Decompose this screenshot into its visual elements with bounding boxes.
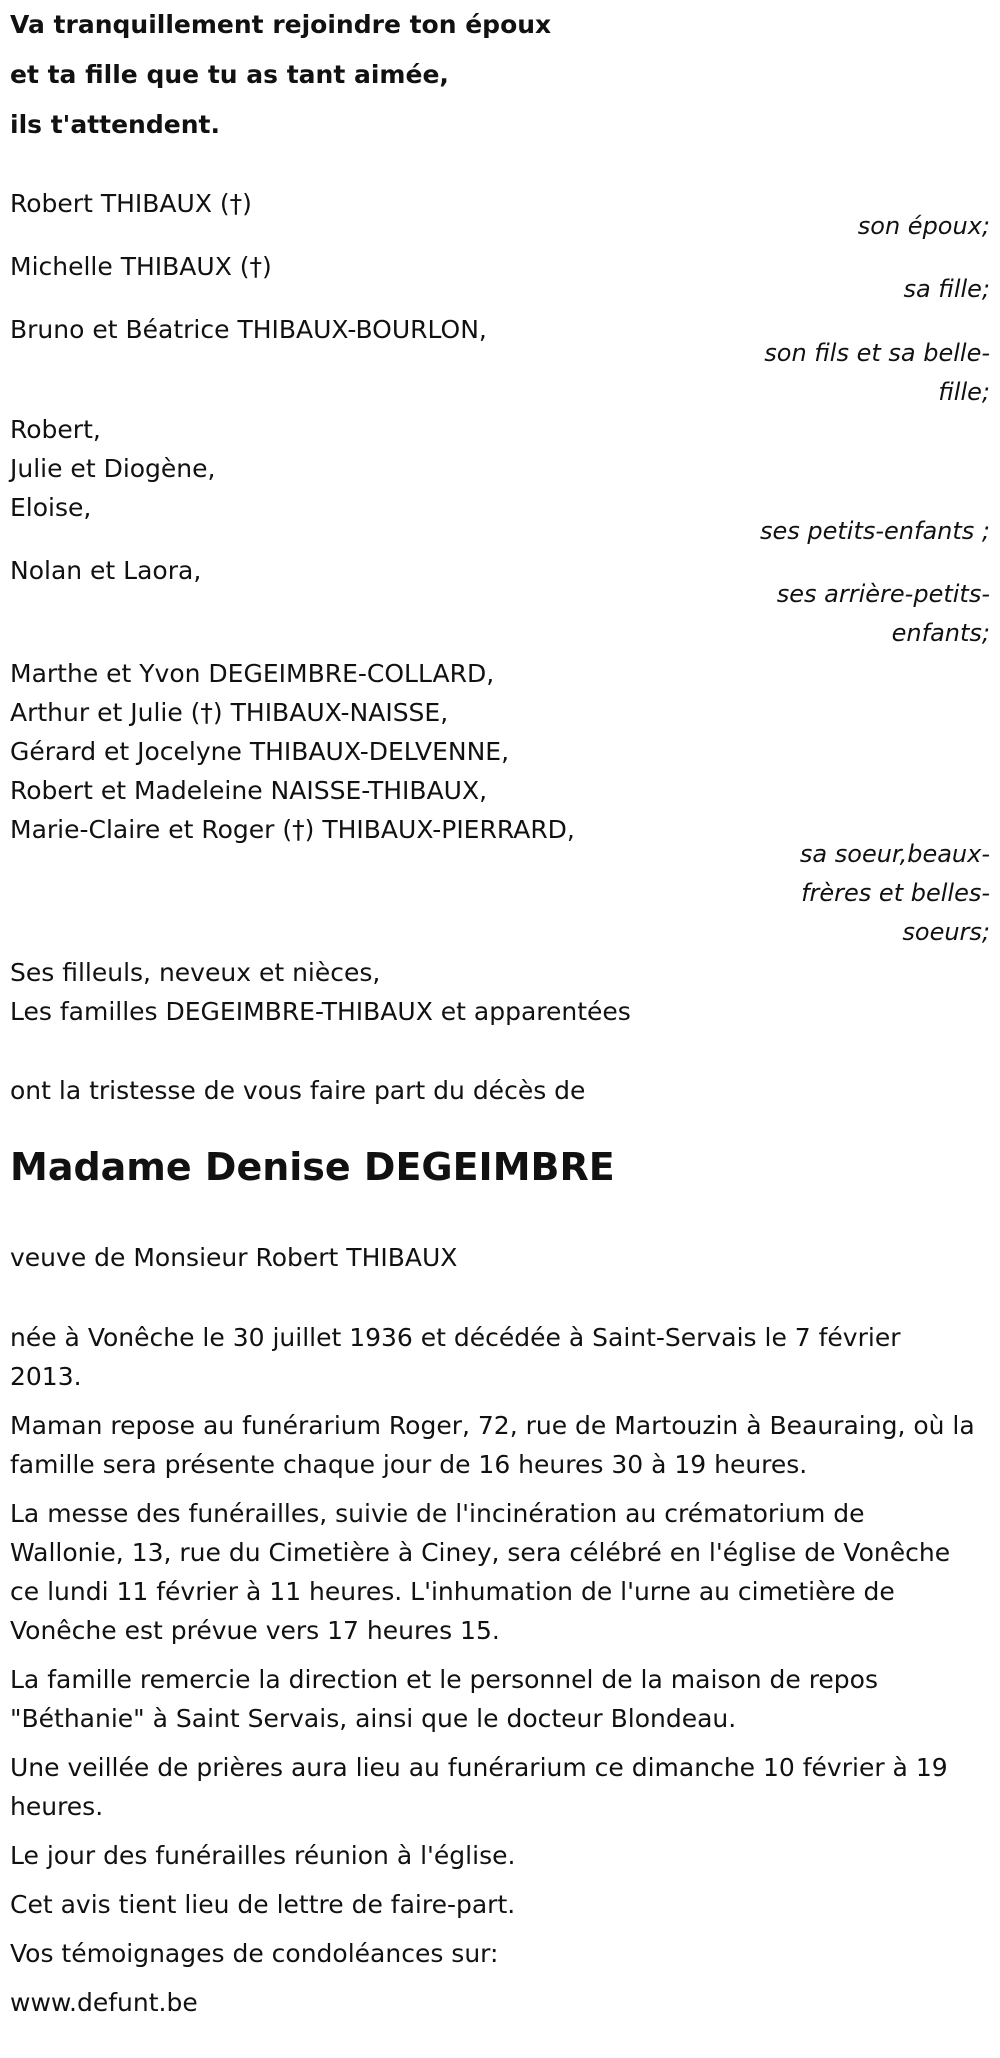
husband-relation: son époux; [857, 212, 990, 240]
daughter-name: Michelle THIBAUX (†) [10, 252, 272, 281]
daughter-relation: sa fille; [903, 275, 990, 303]
grandchild-name: Robert, [10, 415, 101, 444]
funerarium-paragraph: Maman repose au funérarium Roger, 72, rue de Martouzin à Beauraing, où la famille sera présente chaque jour de 16 heures 30 à 19 heures. [10, 1411, 975, 1479]
siblings-relation-line-3: soeurs; [902, 918, 990, 946]
grandchild-name: Julie et Diogène, [10, 454, 216, 483]
website-line [10, 1983, 975, 2022]
deceased-name: Madame Denise DEGEIMBRE [10, 1145, 615, 1189]
poem-line-1: Va tranquillement rejoindre ton époux [10, 10, 552, 39]
great-grandchildren-relation-line-2: enfants; [891, 619, 990, 647]
sibling-name: Marie-Claire et Roger (†) THIBAUX-PIERRARD, [10, 815, 575, 844]
sibling-name: Marthe et Yvon DEGEIMBRE-COLLARD, [10, 659, 495, 688]
condolences-paragraph: Vos témoignages de condoléances sur: [10, 1939, 499, 1968]
sibling-name: Gérard et Jocelyne THIBAUX-DELVENNE, [10, 737, 510, 766]
godchildren-nephews-line: Ses filleuls, neveux et nièces, [10, 958, 381, 987]
sibling-name: Robert et Madeleine NAISSE-THIBAUX, [10, 776, 488, 805]
son-relation-line-2: fille; [938, 378, 990, 406]
grandchild-name: Eloise, [10, 493, 92, 522]
meeting-paragraph: Le jour des funérailles réunion à l'église. [10, 1841, 516, 1870]
vigil-paragraph: Une veillée de prières aura lieu au funérarium ce dimanche 10 février à 19 heures. [10, 1753, 948, 1821]
obituary-page [10, 0, 990, 2058]
poem-line-2: et ta fille que tu as tant aimée, [10, 60, 449, 89]
great-grandchildren-relation-line-1: ses arrière-petits- [776, 580, 990, 608]
grandchildren-relation: ses petits-enfants ; [759, 517, 990, 545]
website-link[interactable]: www.defunt.be [10, 1988, 198, 2017]
notice-paragraph: Cet avis tient lieu de lettre de faire-part. [10, 1890, 516, 1919]
mass-paragraph: La messe des funérailles, suivie de l'incinération au crématorium de Wallonie, 13, rue du Cimetière à Ciney, sera célébré en l'église de Vonêche ce lundi 11 février à 11 heures. L'inhumation de l'urne au cimetière de Vonêche est prévue vers 17 heures 15. [10, 1499, 951, 1645]
siblings-relation-line-2: frères et belles- [801, 879, 990, 907]
sibling-name: Arthur et Julie (†) THIBAUX-NAISSE, [10, 698, 449, 727]
birth-death-paragraph: née à Vonêche le 30 juillet 1936 et décédée à Saint-Servais le 7 février 2013. [10, 1323, 901, 1391]
widow-of: veuve de Monsieur Robert THIBAUX [10, 1243, 458, 1272]
son-name: Bruno et Béatrice THIBAUX-BOURLON, [10, 315, 487, 344]
siblings-relation-line-1: sa soeur,beaux- [799, 840, 990, 868]
families-line: Les familles DEGEIMBRE-THIBAUX et apparentées [10, 997, 631, 1026]
husband-name: Robert THIBAUX (†) [10, 189, 252, 218]
announcement: ont la tristesse de vous faire part du décès de [10, 1076, 586, 1105]
thanks-paragraph: La famille remercie la direction et le personnel de la maison de repos "Béthanie" à Saint Servais, ainsi que le docteur Blondeau. [10, 1665, 878, 1733]
son-relation-line-1: son fils et sa belle- [764, 339, 990, 367]
great-grandchildren-names: Nolan et Laora, [10, 556, 202, 585]
poem-line-3: ils t'attendent. [10, 110, 220, 139]
